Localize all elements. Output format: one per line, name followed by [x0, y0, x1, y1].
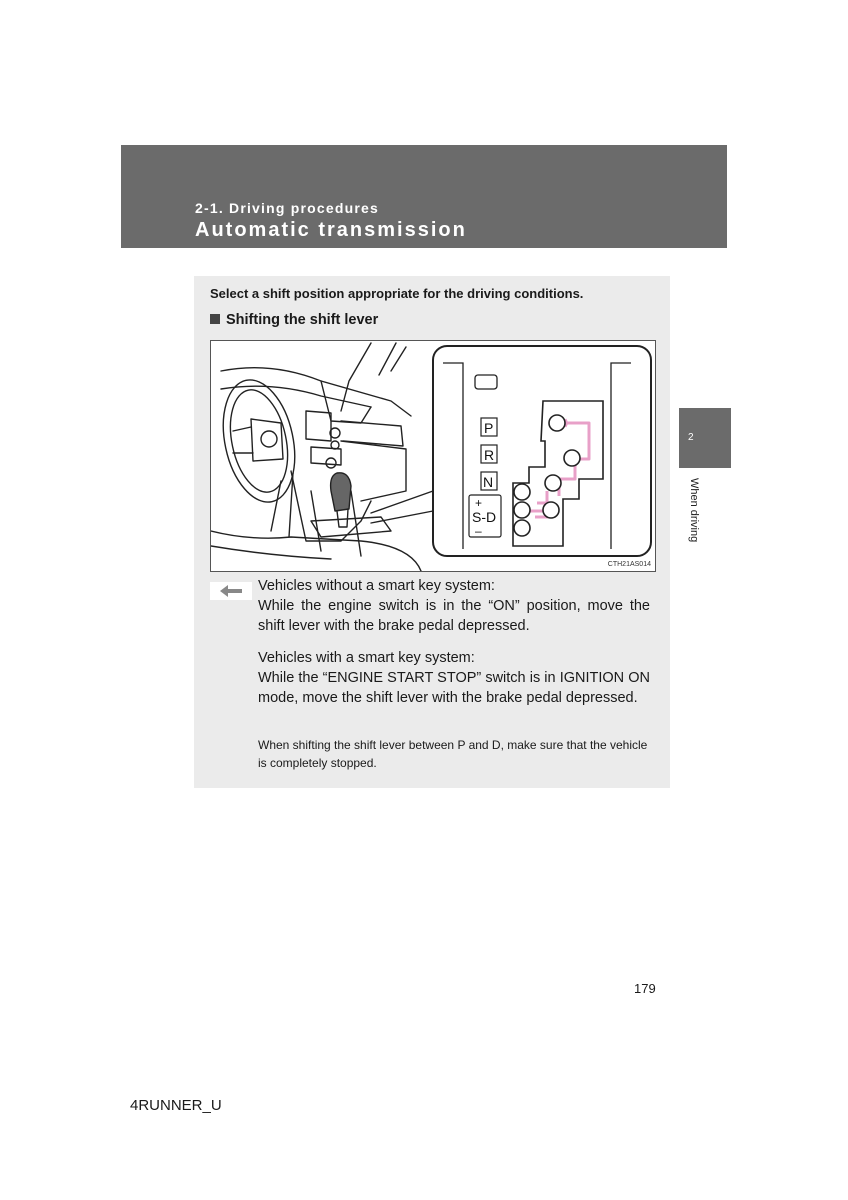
- subheading: [210, 312, 378, 328]
- dashboard-drawing: [211, 343, 433, 571]
- inset-frame: [433, 346, 651, 556]
- chapter-label: When driving: [688, 478, 700, 543]
- arrow-marker: [210, 582, 252, 600]
- smart-key-label: Vehicles with a smart key system:: [258, 650, 475, 666]
- paragraph-no-smart-key: [258, 576, 650, 636]
- model-code: 4RUNNER_U: [130, 1097, 222, 1114]
- figure-code: CTH21AS014: [607, 561, 651, 568]
- section-header: [121, 145, 727, 248]
- page-title: Automatic transmission: [195, 219, 467, 241]
- label-minus: –: [475, 524, 482, 538]
- intro-text: Select a shift position appropriate for the driving conditions.: [210, 286, 584, 301]
- page-number: 179: [634, 981, 656, 996]
- label-plus: +: [475, 496, 483, 510]
- section-subtitle: 2-1. Driving procedures: [195, 200, 379, 216]
- smart-key-text: While the “ENGINE START STOP” switch is in IGNITION ON mode, move the shift lever with the brake pedal depressed.: [258, 670, 650, 706]
- note-text: When shifting the shift lever between P and D, make sure that the vehicle is completely stopped.: [258, 738, 648, 770]
- content-panel: [194, 276, 670, 788]
- subheading-text: Shifting the shift lever: [226, 312, 379, 328]
- no-smart-key-text: While the engine switch is in the “ON” position, move the shift lever with the brake pedal depressed.: [258, 598, 650, 634]
- chapter-number: 2: [688, 432, 694, 443]
- label-r: R: [484, 447, 495, 463]
- left-arrow-icon: [210, 582, 252, 600]
- shift-lever-illustration: [210, 340, 656, 572]
- label-p: P: [484, 420, 494, 436]
- label-sd: S-D: [472, 509, 497, 525]
- square-bullet-icon: [210, 314, 220, 324]
- no-smart-key-label: Vehicles without a smart key system:: [258, 578, 495, 594]
- illustration-svg: [211, 341, 655, 571]
- label-n: N: [483, 474, 494, 490]
- chapter-tab[interactable]: [679, 408, 731, 468]
- paragraph-smart-key: [258, 648, 650, 708]
